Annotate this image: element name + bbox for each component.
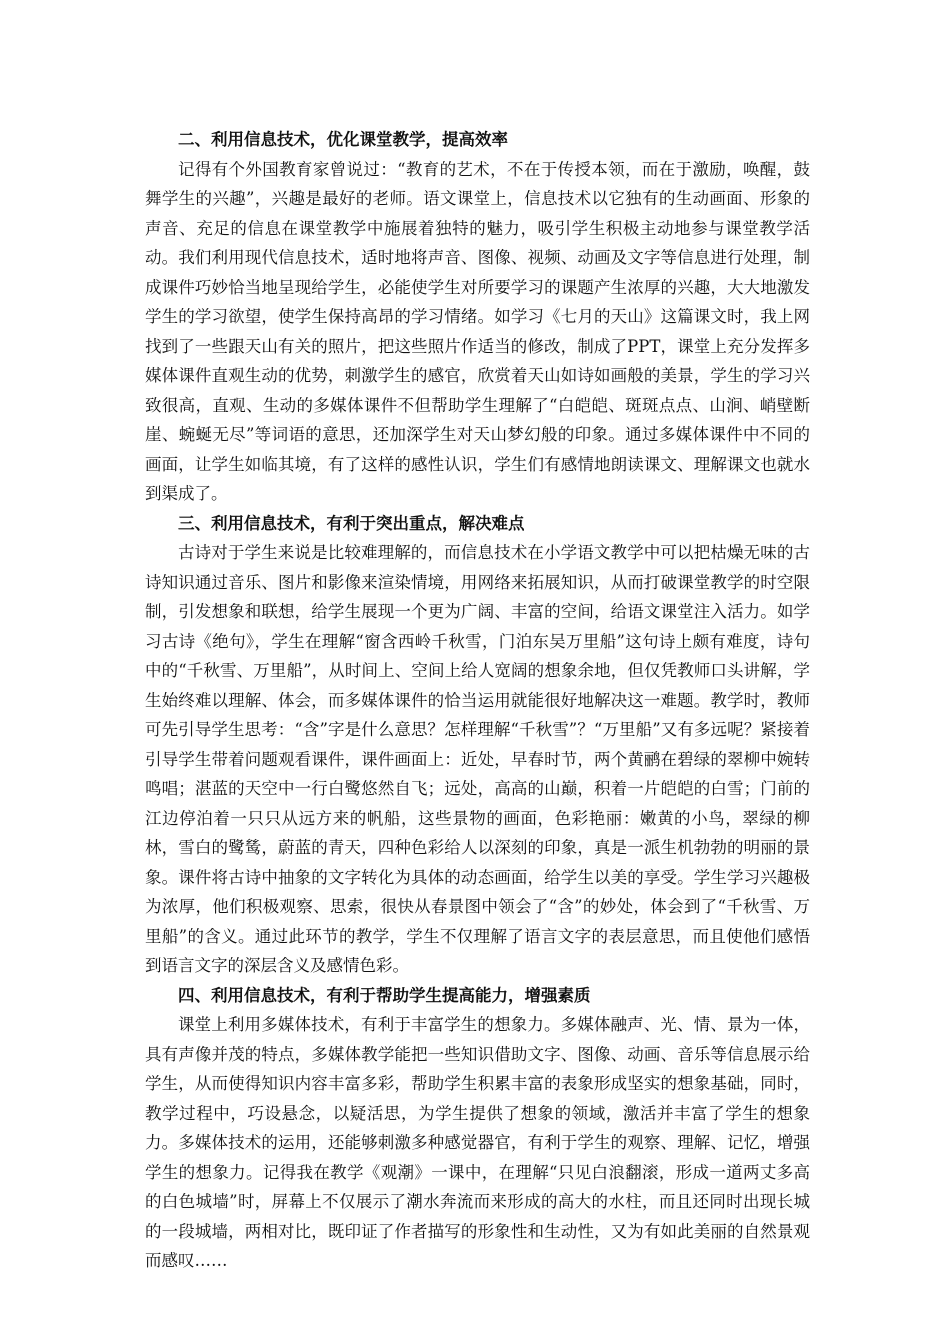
section-paragraph-4: 课堂上利用多媒体技术，有利于丰富学生的想象力。多媒体融声、光、情、景为一体，具有声像并茂的特点，多媒体教学能把一些知识借助文字、图像、动画、音乐等信息展示给学生，从而使得知识内容丰富多彩，帮助学生积累丰富的表象形成坚实的想象基础，同时，教学过程中，巧设悬念，以疑活思，为学生提供了想象的领域，激活并丰富了学生的想象力。多媒体技术的运用，还能够刺激多种感觉器官，有利于学生的观察、理解、记忆，增强学生的想象力。记得我在教学《观潮》一课中，在理解“只见白浪翻滚，形成一道两丈多高的白色城墙”时，屏幕上不仅展示了潮水奔流而来形成的高大的水柱，而且还同时出现长城的一段城墙，两相对比，既印证了作者描写的形象性和生动性，又为有如此美丽的自然景观而感叹…… <box>145 1015 810 1270</box>
document-body <box>145 125 810 1276</box>
section-paragraph-3: 古诗对于学生来说是比较难理解的，而信息技术在小学语文教学中可以把枯燥无味的古诗知识通过音乐、图片和影像来渲染情境，用网络来拓展知识，从而打破课堂教学的时空限制，引发想象和联想，给学生展现一个更为广阔、丰富的空间，给语文课堂注入活力。如学习古诗《绝句》，学生在理解“窗含西岭千秋雪，门泊东吴万里船”这句诗上颇有难度，诗句中的“千秋雪、万里船”，从时间上、空间上给人宽阔的想象余地，但仅凭教师口头讲解，学生始终难以理解、体会，而多媒体课件的恰当运用就能很好地解决这一难题。教学时，教师可先引导学生思考：“含”字是什么意思？怎样理解“千秋雪”？“万里船”又有多远呢？紧接着引导学生带着问题观看课件，课件画面上：近处，早春时节，两个黄鹂在碧绿的翠柳中婉转鸣唱；湛蓝的天空中一行白鹭悠然自飞；远处，高高的山巅，积着一片皑皑的白雪；门前的江边停泊着一只只从远方来的帆船，这些景物的画面，色彩艳丽：嫩黄的小鸟，翠绿的柳林，雪白的鹭鸶，蔚蓝的青天，四种色彩给人以深刻的印象，真是一派生机勃勃的明丽的景象。课件将古诗中抽象的文字转化为具体的动态画面，给学生以美的享受。学生学习兴趣极为浓厚，他们积极观察、思索，很快从春景图中领会了“含”的妙处，体会到了“千秋雪、万里船”的含义。通过此环节的教学，学生不仅理解了语言文字的表层意思，而且使他们感悟到语言文字的深层含义及感情色彩。 <box>145 543 810 975</box>
section-heading-2: 二、利用信息技术，优化课堂教学，提高效率 <box>178 130 508 149</box>
section-heading-4: 四、利用信息技术，有利于帮助学生提高能力，增强素质 <box>178 985 591 1005</box>
section-heading-3: 三、利用信息技术，有利于突出重点，解决难点 <box>178 513 525 533</box>
section-paragraph-2: 记得有个外国教育家曾说过：“教育的艺术，不在于传授本领，而在于激励，唤醒，鼓舞学生的兴趣”，兴趣是最好的老师。语文课堂上，信息技术以它独有的生动画面、形象的声音、充足的信息在课堂教学中施展着独特的魅力，吸引学生积极主动地参与课堂教学活动。我们利用现代信息技术，适时地将声音、图像、视频、动画及文字等信息进行处理，制成课件巧妙恰当地呈现给学生，必能使学生对所要学习的课题产生浓厚的兴趣，大大地激发学生的学习欲望，使学生保持高昂的学习情绪。如学习《七月的天山》这篇课文时，我上网找到了一些跟天山有关的照片，把这些照片作适当的修改，制成了PPT，课堂上充分发挥多媒体课件直观生动的优势，刺激学生的感官，欣赏着天山如诗如画般的美景，学生的学习兴致很高，直观、生动的多媒体课件不但帮助学生理解了“白皑皑、斑斑点点、山涧、峭壁断崖、蜿蜒无尽”等词语的意思，还加深学生对天山梦幻般的印象。通过多媒体课件中不同的画面，让学生如临其境，有了这样的感性认识，学生们有感情地朗读课文、理解课文也就水到渠成了。 <box>145 159 810 503</box>
